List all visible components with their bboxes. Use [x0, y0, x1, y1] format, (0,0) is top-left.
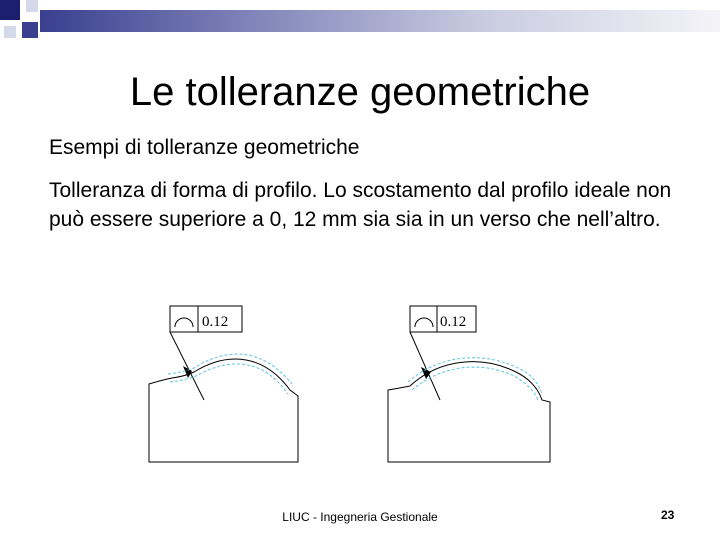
right-tolerance-value: 0.12 — [440, 314, 467, 330]
decor-square — [22, 22, 38, 38]
page-number: 23 — [661, 508, 675, 522]
slide-subtitle: Esempi di tolleranze geometriche — [49, 136, 360, 159]
decor-square — [4, 26, 16, 38]
slide-title: Le tolleranze geometriche — [129, 70, 591, 114]
profile-of-line-icon — [175, 318, 193, 327]
left-drawing — [149, 306, 298, 462]
header-gradient-bar — [40, 10, 720, 32]
decor-square — [0, 0, 20, 20]
right-part-outline — [388, 362, 550, 462]
right-leader-line — [410, 332, 440, 400]
profile-of-line-icon — [415, 318, 433, 327]
left-leader-line — [170, 332, 204, 400]
right-drawing — [388, 306, 550, 462]
left-tolerance-value: 0.12 — [202, 314, 229, 330]
decor-square — [26, 0, 38, 12]
slide-paragraph: Tolleranza di forma di profilo. Lo scostamento dal profilo ideale non può essere superiore a 0, 12 mm sia sia in un verso che nell’altro. — [49, 179, 672, 231]
left-part-outline — [149, 359, 298, 462]
profile-tolerance-figure — [140, 296, 560, 476]
footer-text: LIUC - Ingegneria Gestionale — [282, 510, 438, 524]
